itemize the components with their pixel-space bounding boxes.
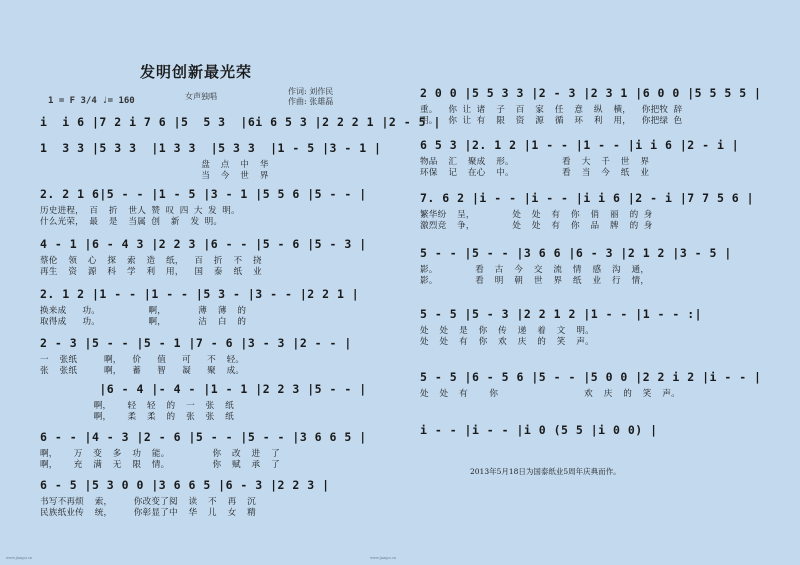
melody-line: i - - |i - - |i 0 (5 5 |i 0 0) | (420, 423, 658, 437)
lyric-line: 什么光荣， 最 是 当属 创 新 发 明。 (40, 217, 223, 227)
melody-line: |6 - 4 |- 4 - |1 - 1 |2 2 3 |5 - - | (40, 382, 367, 396)
song-title: 发明创新最光荣 (140, 63, 253, 81)
lyric-line: 盘 点 中 华 (40, 160, 269, 170)
lyric-line: 书写不再烦 索， 你改变了阅 读 不 再 沉 (40, 497, 256, 507)
key-signature: 1 = F 3/4 ♩= 160 (48, 96, 135, 106)
lyricist-label: 作词: 刘作民 (288, 87, 334, 96)
lyric-line: 物品 汇 聚成 形。 看 大 千 世 界 (420, 157, 650, 167)
melody-line: 2 - 3 |5 - - |5 - 1 |7 - 6 |3 - 3 |2 - - | (40, 336, 352, 350)
melody-line: 7. 6 2 |i - - |i - - |i i 6 |2 - i |7 7 5 6 | (420, 191, 755, 205)
lyric-line: 当 今 世 界 (40, 171, 269, 181)
lyric-line: 明。 你 让 有 限 资 源 循 环 利 用， 你把绿 色 (420, 116, 683, 126)
watermark-left: www.jianpu.cn (6, 556, 33, 560)
lyric-line: 环保 记 在心 中。 看 当 今 纸 业 (420, 168, 650, 178)
lyric-line: 再生 资 源 科 学 利 用， 国 泰 纸 业 (40, 267, 262, 277)
melody-line: 6 - 5 |5 3 0 0 |3 6 6 5 |6 - 3 |2 2 3 | (40, 478, 330, 492)
lyric-line: 蔡伦 领 心 探 索 造 纸， 百 折 不 挠 (40, 256, 262, 266)
melody-line: 6 5 3 |2. 1 2 |1 - - |1 - - |i i 6 |2 - i | (420, 138, 740, 152)
lyric-line: 处 处 有 你 欢 庆 的 笑 声。 (420, 389, 680, 399)
lyric-line: 繁华纷 呈， 处 处 有 你 俏 丽 的 身 (420, 210, 653, 220)
lyric-line: 啊， 充 满 无 限 情。 你 赋 承 了 (40, 460, 280, 470)
melody-line: i i 6 |7 2 i 7 6 |5 5 3 |6i 6 5 3 |2 2 2 1 |2 - 5 | (40, 115, 441, 129)
lyric-line: 历史进程， 百 折 世人 赞 叹 四 大 发 明。 (40, 206, 240, 216)
lyric-line: 激烈竞 争， 处 处 有 你 品 牌 的 身 (420, 221, 653, 231)
lyric-line: 处 处 有 你 欢 庆 的 笑 声。 (420, 337, 594, 347)
lyric-line: 重。 你 让 诸 子 百 家 任 意 纵 横， 你把牧 辞 (420, 105, 683, 115)
melody-line: 5 - - |5 - - |3 6 6 |6 - 3 |2 1 2 |3 - 5 | (420, 246, 732, 260)
lyric-line: 取得成 功。 啊， 洁 白 的 (40, 317, 247, 327)
lyric-line: 民族纸业传 统， 你彰显了中 华 儿 女 精 (40, 508, 256, 518)
lyric-line: 啊， 柔 柔 的 张 张 纸 (40, 412, 234, 422)
lyric-line: 啊， 万 变 多 功 能。 你 改 进 了 (40, 449, 280, 459)
footer-note: 2013年5月18日为国泰纸业5周年庆典而作。 (470, 467, 621, 476)
lyric-line: 影。 看 明 朝 世 界 纸 业 行 情， (420, 276, 650, 286)
melody-line: 6 - - |4 - 3 |2 - 6 |5 - - |5 - - |3 6 6 5 | (40, 430, 367, 444)
lyric-line: 影。 看 古 今 交 流 情 感 沟 通， (420, 265, 650, 275)
melody-line: 1 3 3 |5 3 3 |1 3 3 |5 3 3 |1 - 5 |3 - 1 | (40, 141, 382, 155)
melody-line: 2 0 0 |5 5 3 3 |2 - 3 |2 3 1 |6 0 0 |5 5 5 5 | (420, 86, 762, 100)
lyric-line: 处 处 是 你 传 递 着 文 明。 (420, 326, 594, 336)
melody-line: 5 - 5 |6 - 5 6 |5 - - |5 0 0 |2 2 i 2 |i - - | (420, 370, 762, 384)
lyric-line: 换来成 功。 啊， 薄 薄 的 (40, 306, 247, 316)
lyric-line: 张 张纸 啊， 蓄 智 凝 聚 成。 (40, 366, 245, 376)
composer-label: 作曲: 张雄磊 (288, 97, 334, 106)
lyric-line: 啊， 轻 轻 的 一 张 纸 (40, 401, 234, 411)
performer-label: 女声独唱 (185, 92, 217, 101)
lyric-line: 一 张纸 啊， 价 值 可 不 轻。 (40, 355, 245, 365)
melody-line: 2. 2 1 6|5 - - |1 - 5 |3 - 1 |5 5 6 |5 - - | (40, 187, 367, 201)
melody-line: 2. 1 2 |1 - - |1 - - |5 3 - |3 - - |2 2 1 | (40, 287, 360, 301)
watermark-mid: www.jianpu.cn (370, 556, 397, 560)
melody-line: 4 - 1 |6 - 4 3 |2 2 3 |6 - - |5 - 6 |5 - 3 | (40, 237, 367, 251)
melody-line: 5 - 5 |5 - 3 |2 2 1 2 |1 - - |1 - - :| (420, 307, 703, 321)
